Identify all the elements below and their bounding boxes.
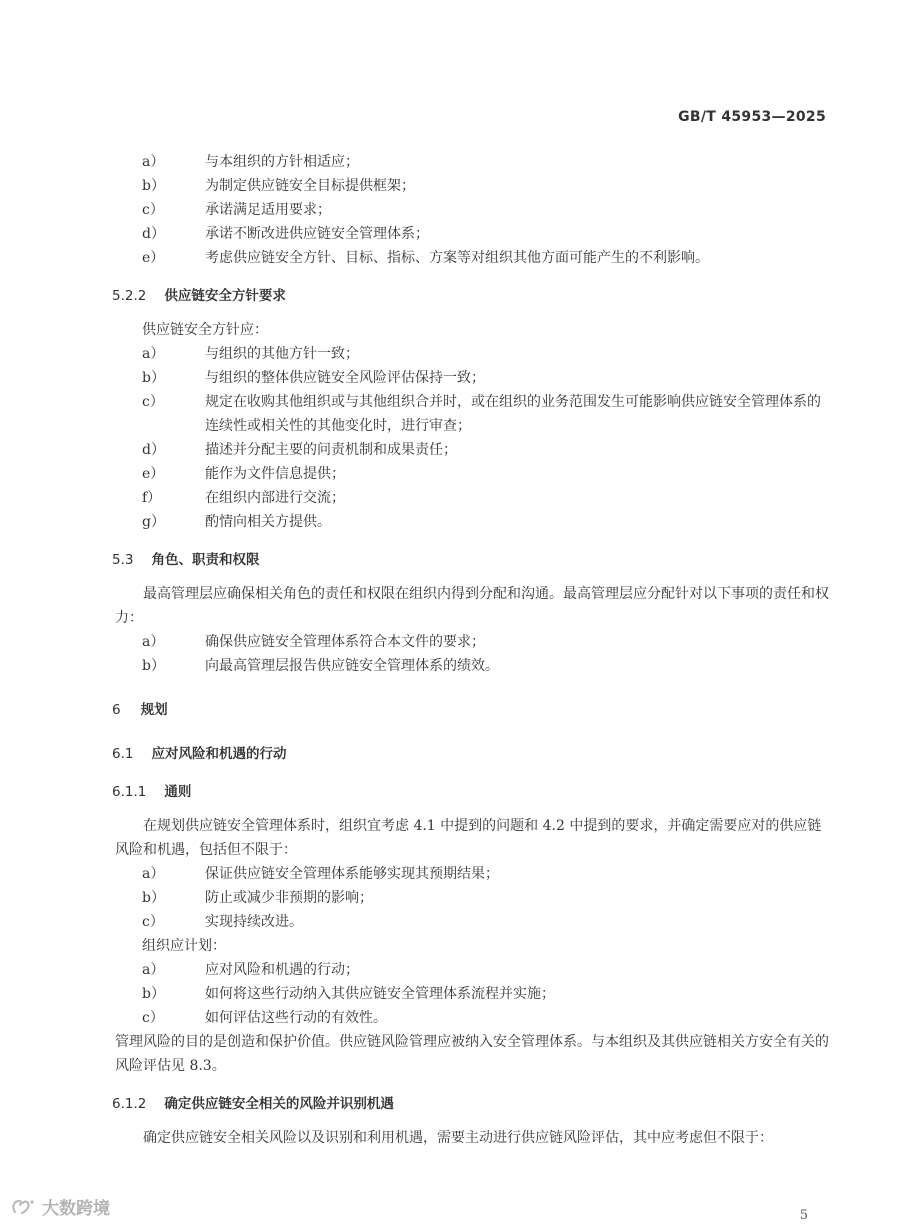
list-text: 与组织的整体供应链安全风险评估保持一致；	[205, 370, 485, 386]
page-number: 5	[799, 1208, 808, 1223]
list-marker: c）	[142, 1010, 164, 1026]
list-marker: a）	[142, 346, 165, 362]
list-item	[142, 510, 832, 534]
list-item	[142, 630, 832, 654]
paragraph: 供应链安全方针应：	[142, 322, 268, 338]
list-item	[142, 366, 832, 390]
list-marker: c）	[142, 914, 164, 930]
list-item	[142, 958, 832, 982]
list-marker: b）	[142, 178, 165, 194]
list-text: 向最高管理层报告供应链安全管理体系的绩效。	[205, 658, 499, 674]
list-marker: e）	[142, 466, 165, 482]
list-marker: b）	[142, 986, 165, 1002]
list-text: 确保供应链安全管理体系符合本文件的要求；	[205, 634, 485, 650]
watermark-text: 大数跨境	[42, 1199, 110, 1219]
list-text: 承诺满足适用要求；	[205, 202, 331, 218]
list-item	[142, 390, 832, 438]
list-item	[142, 654, 832, 678]
watermark-logo	[10, 1194, 110, 1219]
section-number: 5.3	[112, 552, 134, 568]
list-text: 在组织内部进行交流；	[205, 490, 345, 506]
list-text: 考虑供应链安全方针、目标、指标、方案等对组织其他方面可能产生的不利影响。	[205, 250, 709, 266]
list-text: 能作为文件信息提供；	[205, 466, 345, 482]
document-code: GB/T 45953—2025	[678, 109, 826, 125]
section-title: 应对风险和机遇的行动	[151, 746, 287, 762]
list-text: 防止或减少非预期的影响；	[205, 890, 373, 906]
list-text: 如何评估这些行动的有效性。	[205, 1010, 387, 1026]
list-marker: c）	[142, 394, 164, 410]
list-item	[142, 486, 832, 510]
list-text: 为制定供应链安全目标提供框架；	[205, 178, 415, 194]
list-text: 应对风险和机遇的行动；	[205, 962, 359, 978]
section-number: 5.2.2	[112, 288, 147, 304]
list-item	[142, 862, 832, 886]
list-item	[142, 342, 832, 366]
list-marker: a）	[142, 634, 165, 650]
list-text: 实现持续改进。	[205, 914, 303, 930]
list-text: 与本组织的方针相适应；	[205, 154, 359, 170]
section-title: 规划	[140, 702, 168, 718]
section-number: 6.1	[112, 746, 134, 762]
section-title: 供应链安全方针要求	[164, 288, 286, 304]
list-marker: f）	[142, 490, 162, 506]
list-item	[142, 150, 832, 174]
section-heading-6-1	[112, 742, 832, 766]
section-heading-6-1-1	[112, 780, 832, 804]
list-item	[142, 246, 832, 270]
list-item	[142, 174, 832, 198]
list-text: 规定在收购其他组织或与其他组织合并时，或在组织的业务范围发生可能影响供应链安全管理体系的连续性或相关性的其他变化时，进行审查；	[205, 394, 821, 434]
section-title: 角色、职责和权限	[151, 552, 260, 568]
list-marker: g）	[142, 514, 165, 530]
list-marker: d）	[142, 226, 165, 242]
section-number: 6.1.2	[112, 1096, 147, 1112]
list-marker: d）	[142, 442, 165, 458]
list-text: 保证供应链安全管理体系能够实现其预期结果；	[205, 866, 499, 882]
paragraph: 最高管理层应确保相关角色的责任和权限在组织内得到分配和沟通。最高管理层应分配针对以下事项的责任和权力：	[115, 586, 829, 626]
list-item	[142, 438, 832, 462]
list-text: 描述并分配主要的问责机制和成果责任；	[205, 442, 457, 458]
section-title: 通则	[164, 784, 192, 800]
brand-logo-icon	[10, 1198, 36, 1216]
section-heading-6-1-2	[112, 1092, 832, 1116]
list-marker: a）	[142, 962, 165, 978]
section-heading-6	[112, 698, 832, 722]
list-top	[112, 150, 832, 270]
list-text: 如何将这些行动纳入其供应链安全管理体系流程并实施；	[205, 986, 555, 1002]
list-text: 酌情向相关方提供。	[205, 514, 331, 530]
list-text: 承诺不断改进供应链安全管理体系；	[205, 226, 429, 242]
list-marker: c）	[142, 202, 164, 218]
list-item	[142, 222, 832, 246]
list-item	[142, 886, 832, 910]
document-body	[112, 150, 832, 1150]
list-marker: a）	[142, 866, 165, 882]
paragraph: 在规划供应链安全管理体系时，组织宜考虑 4.1 中提到的问题和 4.2 中提到的要求，并确定需要应对的供应链风险和机遇，包括但不限于：	[115, 818, 822, 858]
list-marker: e）	[142, 250, 165, 266]
paragraph: 确定供应链安全相关风险以及识别和利用机遇，需要主动进行供应链风险评估，其中应考虑但不限于：	[143, 1130, 773, 1146]
list-marker: b）	[142, 658, 165, 674]
paragraph: 管理风险的目的是创造和保护价值。供应链风险管理应被纳入安全管理体系。与本组织及其供应链相关方安全有关的风险评估见 8.3。	[115, 1034, 829, 1074]
list-marker: b）	[142, 370, 165, 386]
section-title: 确定供应链安全相关的风险并识别机遇	[164, 1096, 394, 1112]
paragraph: 组织应计划：	[142, 938, 226, 954]
list-text: 与组织的其他方针一致；	[205, 346, 359, 362]
list-item	[142, 1006, 832, 1030]
list-marker: a）	[142, 154, 165, 170]
section-number: 6	[112, 702, 121, 718]
list-item	[142, 198, 832, 222]
list-item	[142, 982, 832, 1006]
list-item	[142, 462, 832, 486]
section-number: 6.1.1	[112, 784, 147, 800]
list-marker: b）	[142, 890, 165, 906]
section-heading-5-3	[112, 548, 832, 572]
section-heading-5-2-2	[112, 284, 832, 308]
list-item	[142, 910, 832, 934]
